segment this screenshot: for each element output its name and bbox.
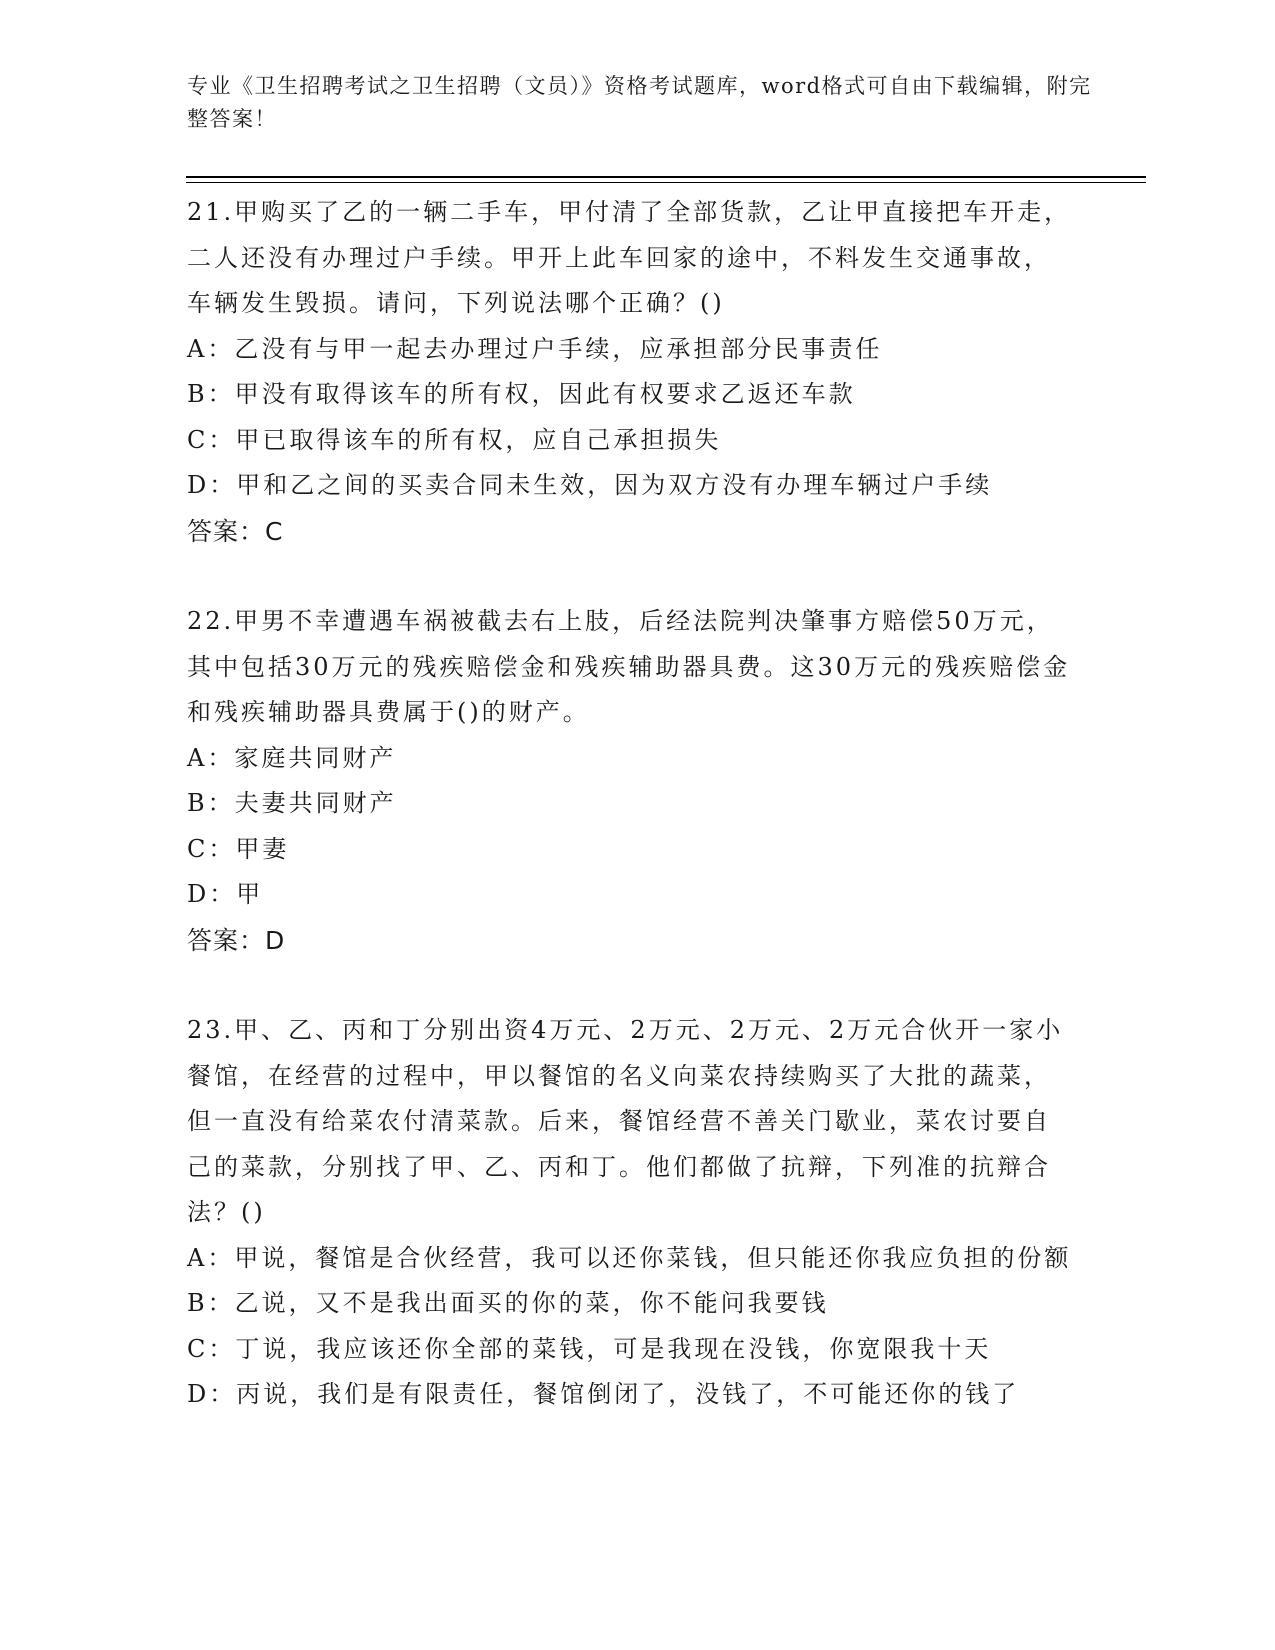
option-a: A：家庭共同财产 [187,743,397,772]
document-header: 专业《卫生招聘考试之卫生招聘（文员）》资格考试题库，word格式可自由下载编辑，附完整答案！ [187,74,1092,131]
header-rule-thin [186,182,1146,183]
option-a: A：甲说，餐馆是合伙经营，我可以还你菜钱，但只能还你我应负担的份额 [187,1243,1072,1272]
header-rule-thick [186,176,1146,178]
option-d: D：甲 [187,880,264,908]
option-b: B：乙说，又不是我出面买的你的菜，你不能问我要钱 [187,1289,829,1317]
option-b: B：夫妻共同财产 [187,789,397,817]
option-b: B：甲没有取得该车的所有权，因此有权要求乙返还车款 [187,380,856,408]
question-21 [187,190,1077,554]
question-list [187,190,1077,1463]
option-d: D：甲和乙之间的买卖合同未生效，因为双方没有办理车辆过户手续 [187,471,993,499]
question-stem: 21.甲购买了乙的一辆二手车，甲付清了全部货款，乙让甲直接把车开走，二人还没有办理过户手续。甲开上此车回家的途中，不料发生交通事故，车辆发生毁损。请问，下列说法哪个正确？() [187,198,1072,317]
option-a: A：乙没有与甲一起去办理过户手续，应承担部分民事责任 [187,334,883,363]
answer: 答案：C [187,516,284,546]
option-c: C：丁说，我应该还你全部的菜钱，可是我现在没钱，你宽限我十天 [187,1334,992,1363]
question-stem: 22.甲男不幸遭遇车祸被截去右上肢，后经法院判决肇事方赔偿50万元，其中包括30万元的残疾赔偿金和残疾辅助器具费。这30万元的残疾赔偿金和残疾辅助器具费属于()的财产。 [187,607,1071,726]
question-22 [187,599,1077,963]
answer: 答案：D [187,925,286,955]
question-stem: 23.甲、乙、丙和丁分别出资4万元、2万元、2万元、2万元合伙开一家小餐馆，在经营的过程中，甲以餐馆的名义向菜农持续购买了大批的蔬菜，但一直没有给菜农付清菜款。后来，餐馆经营不善关门歇业，菜农讨要自己的菜款，分别找了甲、乙、丙和丁。他们都做了抗辩，下列准的抗辩合法？() [187,1016,1064,1226]
option-c: C：甲已取得该车的所有权，应自己承担损失 [187,425,722,454]
option-c: C：甲妻 [187,834,290,863]
option-d: D：丙说，我们是有限责任，餐馆倒闭了，没钱了，不可能还你的钱了 [187,1380,1020,1408]
question-23 [187,1008,1077,1418]
